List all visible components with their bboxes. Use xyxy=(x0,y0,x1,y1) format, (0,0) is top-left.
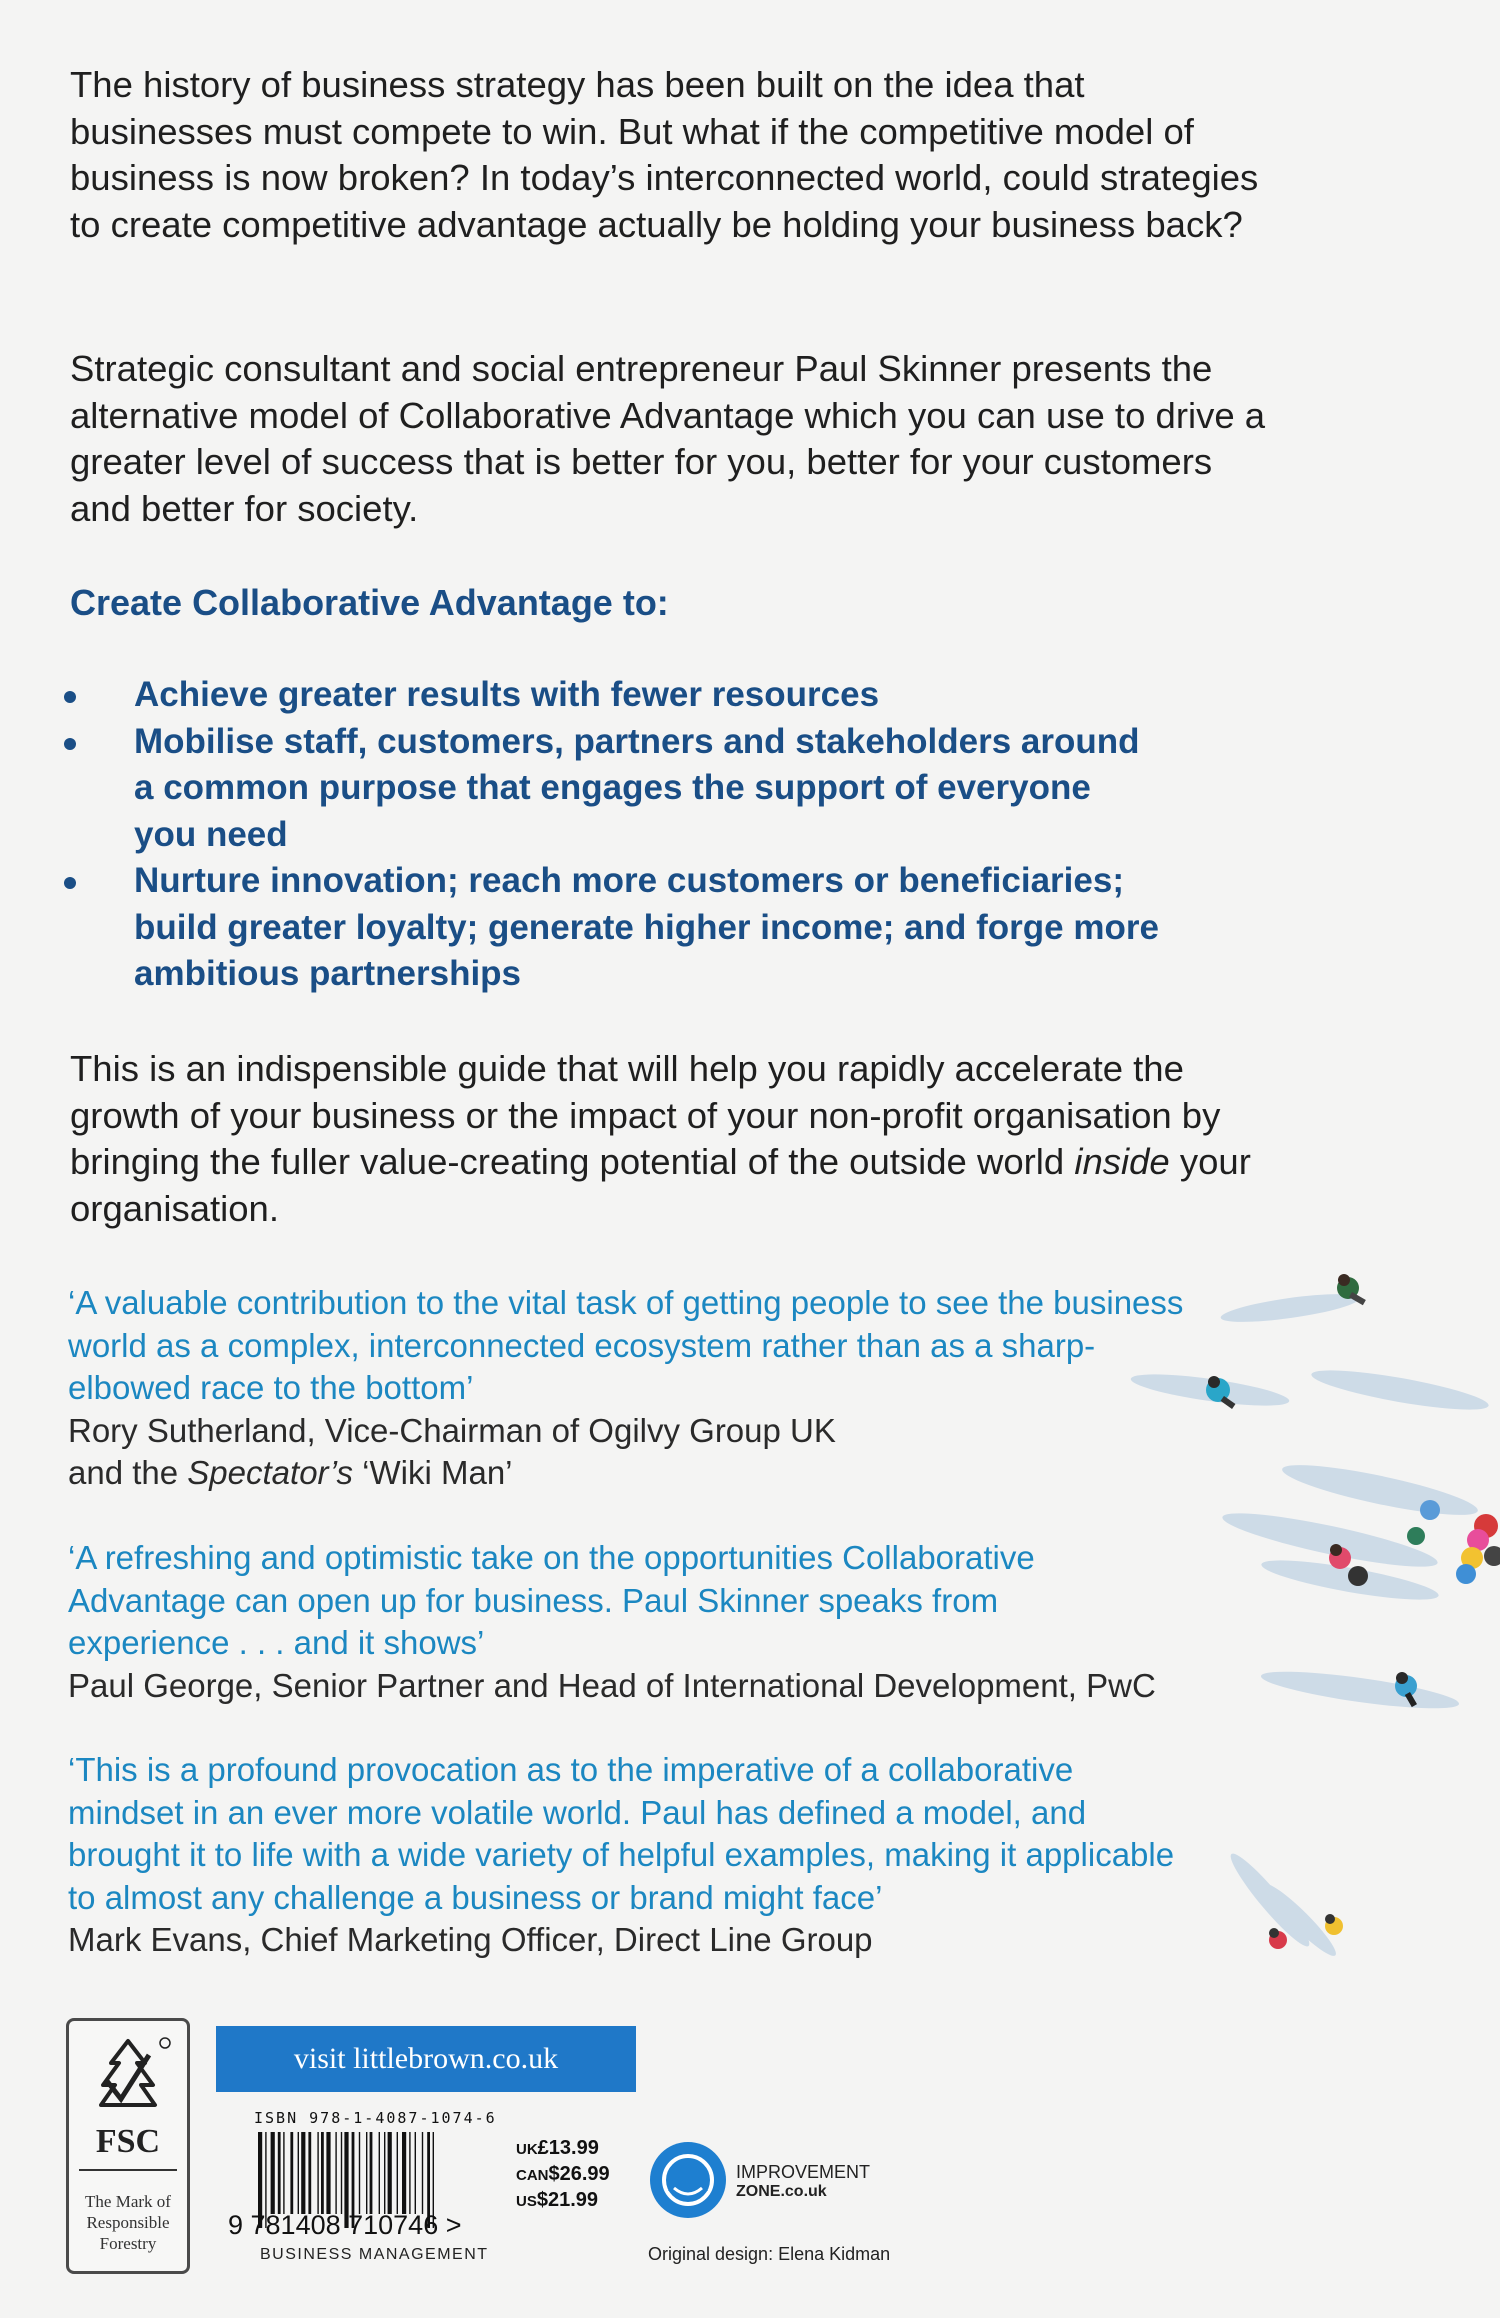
publisher-line-1: IMPROVEMENT xyxy=(736,2162,871,2182)
endorsement-quote xyxy=(68,1537,1218,1707)
tree-check-icon xyxy=(83,2033,173,2123)
bullet-icon xyxy=(64,877,76,889)
quote-attribution: Mark Evans, Chief Marketing Officer, Direct Line Group xyxy=(68,1921,873,1958)
isbn-number: ISBN 978-1-4087-1074-6 xyxy=(254,2109,497,2127)
summary-text-end: your organisation. xyxy=(70,1141,1251,1229)
fsc-logo xyxy=(66,2018,190,2274)
summary-text: This is an indispensible guide that will help you rapidly accelerate the growth of your business or the impact of your non-profit organisation by bringing the fuller value-creating potential of the outside world xyxy=(70,1048,1221,1182)
person-figure xyxy=(1325,1914,1343,1935)
barcode-digits: 9 781408 710746 > xyxy=(228,2210,462,2240)
people-illustration xyxy=(1100,1240,1500,2000)
quote-attribution: Rory Sutherland, Vice-Chairman of Ogilvy Group UK xyxy=(68,1411,836,1449)
list-item xyxy=(62,719,1162,859)
person-figure xyxy=(1269,1928,1287,1949)
design-credit: Original design: Elena Kidman xyxy=(648,2244,891,2264)
benefit-text: Mobilise staff, customers, partners and stakeholders around a common purpose that engages the support of everyone you need xyxy=(134,721,1140,854)
benefits-list xyxy=(62,672,1162,998)
bullet-icon xyxy=(64,738,76,750)
book-category: BUSINESS MANAGEMENT xyxy=(260,2246,489,2263)
quote-text: ‘This is a profound provocation as to the imperative of a collaborative mindset in an ever more volatile world. Paul has defined a model, and brought it to life with a wide variety of helpful examples, making it applicable to almost any challenge a business or brand might face’ xyxy=(68,1751,1175,1916)
publisher-line-2: ZONE.co.uk xyxy=(736,2183,827,2200)
intro-paragraph-1: The history of business strategy has been built on the idea that businesses must compete to win. But what if the competitive model of business is now broken? In today’s interconnected world, could strategies to create competitive advantage actually be holding your business back? xyxy=(70,64,1259,245)
visit-website-link[interactable]: visit littlebrown.co.uk xyxy=(216,2026,636,2092)
summary-emphasis: inside xyxy=(1074,1141,1170,1182)
summary-paragraph xyxy=(70,1046,1270,1232)
person-figure xyxy=(1456,1514,1500,1584)
endorsement-quote xyxy=(68,1749,1218,1962)
quote-attribution-line2: and the Spectator’s ‘Wiki Man’ xyxy=(68,1454,513,1491)
list-item xyxy=(62,672,1162,719)
price-list xyxy=(516,2136,610,2214)
intro-paragraph-2: Strategic consultant and social entrepreneur Paul Skinner presents the alternative model of Collaborative Advantage which you can use to drive a greater level of success that is better for you, better for your customers and better for society. xyxy=(70,348,1266,529)
improvement-zone-logo-icon xyxy=(648,2140,728,2220)
person-shadow-group xyxy=(1129,1288,1490,1961)
fsc-label: FSC xyxy=(95,2123,161,2160)
quote-attribution: Paul George, Senior Partner and Head of International Development, PwC xyxy=(68,1666,1156,1704)
price-can: CAN$26.99 xyxy=(516,2163,610,2185)
publisher-name xyxy=(736,2162,870,2202)
divider xyxy=(79,2169,177,2171)
benefit-text: Achieve greater results with fewer resources xyxy=(134,675,880,714)
endorsement-quote xyxy=(68,1282,1218,1495)
price-uk: UK£13.99 xyxy=(516,2137,599,2159)
quote-text: ‘A valuable contribution to the vital task of getting people to see the business world as a complex, interconnected ecosystem rather than as a sharp-elbowed race to the bottom’ xyxy=(68,1284,1184,1406)
list-item xyxy=(62,858,1162,998)
fsc-mark-text: The Mark of Responsible Forestry xyxy=(85,2192,171,2253)
benefits-heading: Create Collaborative Advantage to: xyxy=(70,582,669,623)
bullet-icon xyxy=(64,691,76,703)
price-us: US$21.99 xyxy=(516,2189,599,2211)
quote-text: ‘A refreshing and optimistic take on the opportunities Collaborative Advantage can open up for business. Paul Skinner speaks from experience . . . and it shows’ xyxy=(68,1539,1035,1661)
benefit-text: Nurture innovation; reach more customers or beneficiaries; build greater loyalty; generate higher income; and forge more ambitious partnerships xyxy=(134,861,1159,993)
